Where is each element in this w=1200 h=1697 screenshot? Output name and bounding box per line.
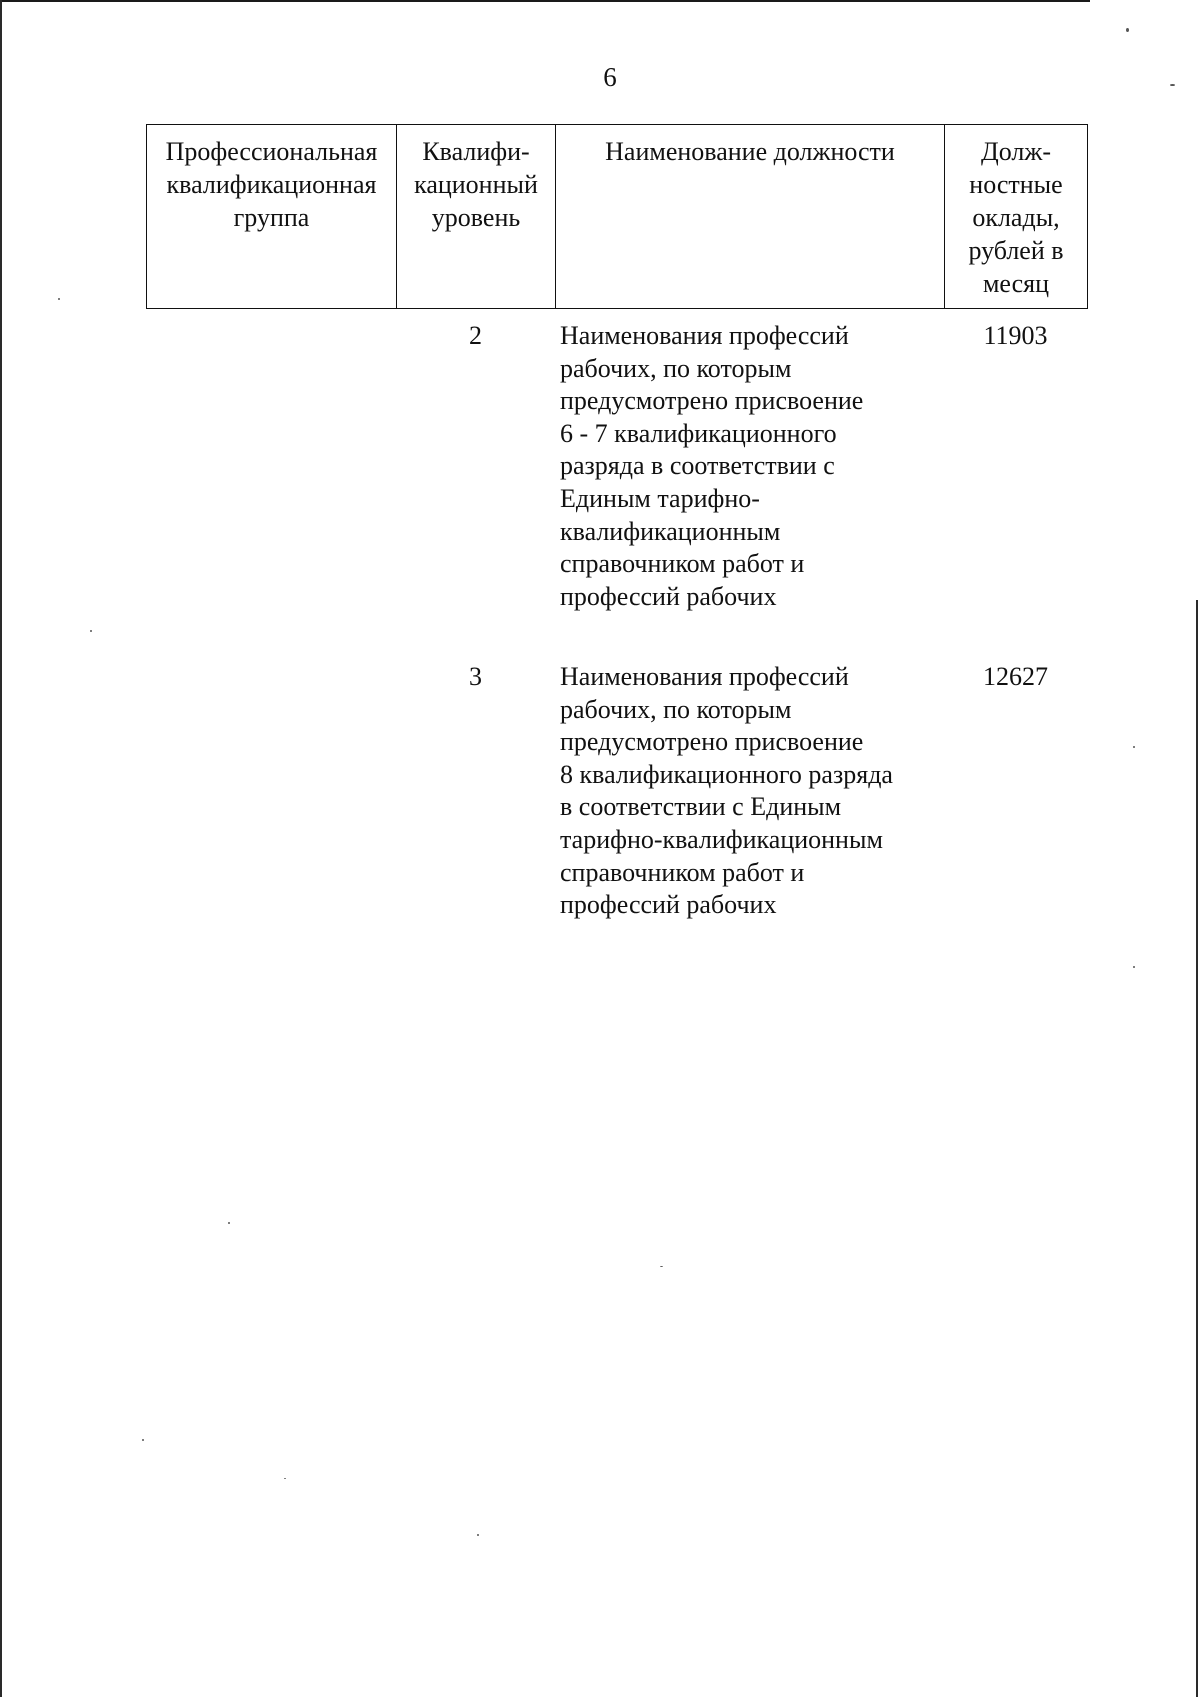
salary-cell: 11903 bbox=[983, 321, 1048, 350]
header-qualification-level-text: Квалифи- кационный уровень bbox=[414, 137, 538, 232]
position-name-cell: Наименования профессий рабочих, по которым предусмотрено присвоение 6 - 7 квалификационного разряда в соответствии с Единым тарифно- квалификационным справочником работ и профессий рабочих bbox=[560, 321, 864, 611]
scan-speck bbox=[1126, 28, 1129, 32]
scan-speck bbox=[1170, 84, 1175, 86]
header-qualification-level bbox=[397, 125, 556, 309]
salary-cell: 12627 bbox=[983, 662, 1048, 691]
position-name-cell: Наименования профессий рабочих, по которым предусмотрено присвоение 8 квалификационного разряда в соответствии с Единым тарифно-квалификационным справочником работ и профессий рабочих bbox=[560, 662, 893, 920]
header-salary-text: Долж- ностные оклады, рублей в месяц bbox=[968, 137, 1064, 298]
page-border-left bbox=[0, 0, 2, 1697]
scan-speck bbox=[284, 1478, 286, 1479]
scan-speck bbox=[228, 1222, 230, 1224]
qualification-level-cell: 2 bbox=[469, 321, 482, 350]
header-professional-group bbox=[147, 125, 397, 309]
scan-speck bbox=[1133, 966, 1135, 968]
page-border-top bbox=[0, 0, 1090, 2]
page-number: 6 bbox=[603, 62, 617, 92]
scan-speck bbox=[477, 1534, 479, 1536]
qualification-level-cell: 3 bbox=[469, 662, 482, 691]
header-position-name-text: Наименование должности bbox=[605, 137, 895, 166]
page-border-right bbox=[1196, 600, 1198, 1697]
scan-speck bbox=[660, 1266, 663, 1267]
salary-table-header bbox=[146, 124, 1088, 309]
header-professional-group-text: Профессиональная квалификационная группа bbox=[165, 137, 378, 232]
scan-speck bbox=[58, 298, 60, 300]
scan-speck bbox=[90, 630, 92, 632]
scan-speck bbox=[1133, 746, 1135, 748]
scan-speck bbox=[142, 1439, 144, 1441]
header-position-name bbox=[556, 125, 945, 309]
header-salary bbox=[945, 125, 1088, 309]
